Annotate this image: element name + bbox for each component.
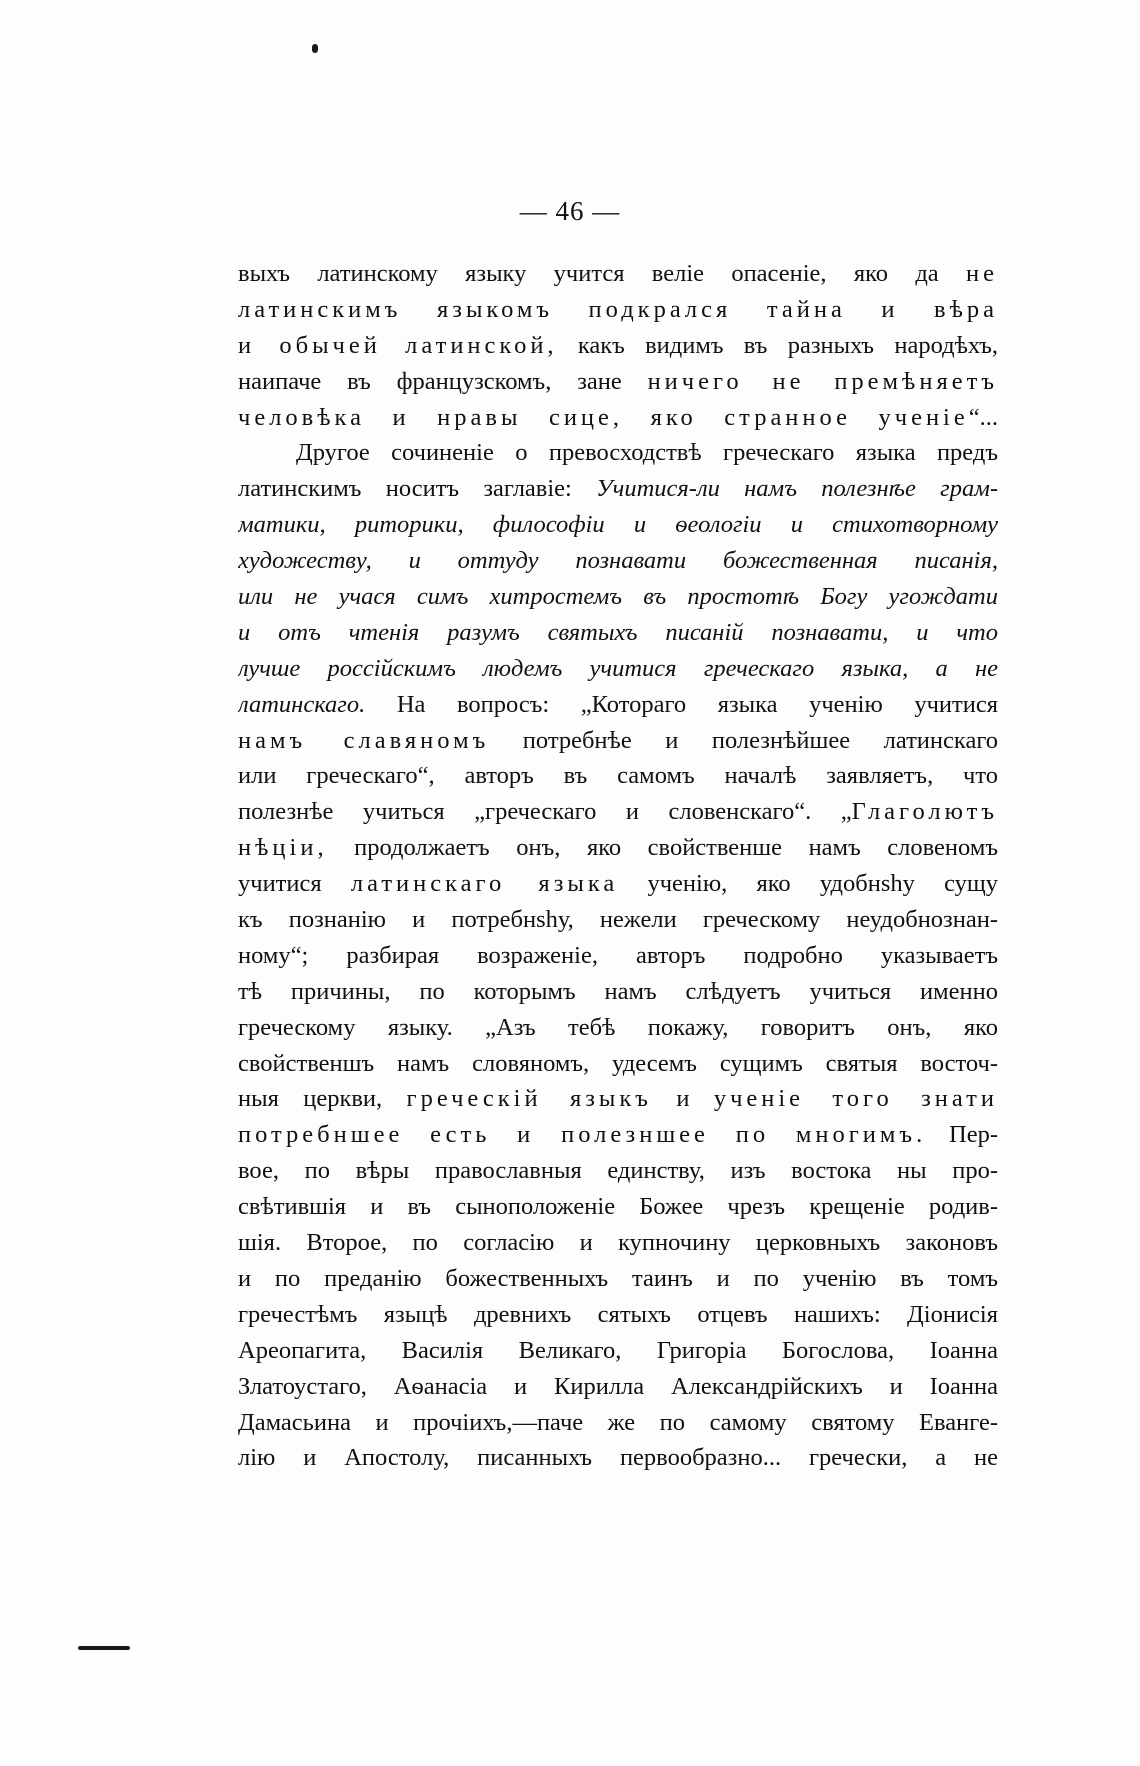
spaced-text-run: потребншее есть и полезншее по многимъ. xyxy=(238,1121,927,1149)
italic-text-run: латинскаго. xyxy=(238,690,366,718)
text-line xyxy=(238,758,998,794)
spaced-text-run: и обычей латинской, xyxy=(238,331,558,359)
spaced-text-run: Глаголютъ xyxy=(851,798,998,826)
text-line xyxy=(238,1333,998,1369)
text-line xyxy=(238,1189,998,1225)
text-line xyxy=(238,1046,998,1082)
spaced-text-run: ничего не премѣняетъ xyxy=(647,367,998,395)
text-line xyxy=(238,543,998,579)
text-line xyxy=(238,687,998,723)
text-line xyxy=(238,1261,998,1297)
text-line xyxy=(238,579,998,615)
text-line xyxy=(238,256,998,292)
text-line xyxy=(238,866,998,902)
body-text xyxy=(238,256,998,1476)
text-line xyxy=(238,1153,998,1189)
text-run: учитися xyxy=(238,870,351,898)
text-run: греческому языку. „Азъ тебѣ покажу, говоритъ онъ, яко xyxy=(238,1013,998,1041)
text-line xyxy=(238,1081,998,1117)
text-line xyxy=(238,1297,998,1333)
text-run: выхъ латинскому языку учится веліе опасеніе, яко да xyxy=(238,260,966,287)
text-line xyxy=(238,794,998,830)
text-line xyxy=(238,902,998,938)
italic-text-run: лучше россійскимъ людемъ учитися греческаго языка, а не xyxy=(238,654,998,682)
text-line xyxy=(238,1225,998,1261)
text-line xyxy=(238,938,998,974)
text-run: “... xyxy=(968,403,998,431)
text-line xyxy=(238,328,998,364)
italic-text-run: и отъ чтенія разумъ святыхъ писаній познавати, и что xyxy=(238,618,998,646)
italic-text-run: Учитися-ли намъ полезнѣе грам- xyxy=(596,475,998,503)
text-line xyxy=(238,1440,998,1476)
scan-mark xyxy=(78,1646,130,1650)
text-run: вое, по вѣры православныя единству, изъ востока ны про- xyxy=(238,1157,998,1185)
spaced-text-run: человѣка и нравы сице, яко странное ученіе xyxy=(238,403,969,431)
text-run: и xyxy=(651,1085,714,1113)
text-run: свойственшъ намъ словяномъ, удесемъ сущимъ святыя восточ- xyxy=(238,1049,998,1077)
spaced-text-run: латинскимъ языкомъ подкрался тайна и вѣра xyxy=(238,295,998,323)
text-run: тѣ причины, по которымъ намъ слѣдуетъ учиться именно xyxy=(238,977,998,1005)
spaced-text-run: нѣціи, xyxy=(238,834,328,862)
text-run: На вопросъ: „Котораго языка ученію учитися xyxy=(365,690,998,718)
spaced-text-run: греческій языкъ xyxy=(406,1085,652,1113)
text-line xyxy=(238,1405,998,1441)
text-run: ному“; разбирая возраженіе, авторъ подробно указываетъ xyxy=(238,941,998,969)
text-run: Златоустаго, Аѳанасіа и Кирилла Александрійскихъ и Іоанна xyxy=(238,1372,998,1400)
text-run: ныя церкви, xyxy=(238,1085,407,1113)
text-run: лію и Апостолу, писанныхъ первообразно... гречески, а не xyxy=(238,1444,998,1472)
text-run: потребнѣе и полезнѣйшее латинскаго xyxy=(489,726,998,754)
text-line xyxy=(238,435,998,471)
text-line xyxy=(238,292,998,328)
text-run: наипаче въ французскомъ, зане xyxy=(238,367,648,395)
text-run: ученію, яко удобнshу сущу xyxy=(618,870,998,898)
text-line xyxy=(238,974,998,1010)
text-line xyxy=(238,471,998,507)
text-run: Другое сочиненіе о превосходствѣ греческаго языка предъ xyxy=(296,439,998,467)
text-run: Пер- xyxy=(926,1121,998,1149)
italic-text-run: или не учася симъ хитростемъ въ простотѣ Богу угождати xyxy=(238,583,998,611)
text-line xyxy=(238,651,998,687)
text-line xyxy=(238,830,998,866)
text-line xyxy=(238,364,998,400)
text-run: продолжаетъ онъ, яко свойственше намъ словеномъ xyxy=(327,834,998,862)
text-line xyxy=(238,507,998,543)
spaced-text-run: намъ славяномъ xyxy=(238,726,490,754)
text-run: латинскимъ носитъ заглавіе: xyxy=(238,475,597,503)
text-line xyxy=(238,400,998,436)
text-run: Дамасьина и прочіихъ,—паче же по самому святому Еванге- xyxy=(238,1408,998,1436)
text-line xyxy=(238,1117,998,1153)
spaced-text-run: не xyxy=(966,260,998,287)
spaced-text-run: ученіе того знати xyxy=(713,1085,998,1113)
spaced-text-run: латинскаго языка xyxy=(350,870,619,898)
italic-text-run: матики, риторики, философіи и ѳеологіи и стихотворному xyxy=(238,511,998,539)
text-run: или греческаго“, авторъ въ самомъ началѣ заявляетъ, что xyxy=(238,762,998,790)
text-run: шія. Второе, по согласію и купночину церковныхъ законовъ xyxy=(238,1229,998,1257)
text-line xyxy=(238,1010,998,1046)
text-run: полезнѣе учиться „греческаго и словенскаго“. „ xyxy=(238,798,852,826)
text-run: Ареопагита, Василія Великаго, Григоріа Богослова, Іоанна xyxy=(238,1336,998,1364)
scan-speck xyxy=(312,44,318,53)
text-line xyxy=(238,1369,998,1405)
page-number: — 46 — xyxy=(519,196,621,226)
text-run: свѣтившія и въ сыноположеніе Божее чрезъ крещеніе родив- xyxy=(238,1193,998,1221)
text-run: и по преданію божественныхъ таинъ и по ученію въ томъ xyxy=(238,1264,998,1292)
text-run: какъ видимъ въ разныхъ народѣхъ, xyxy=(557,331,998,359)
text-line xyxy=(238,615,998,651)
text-run: гречестѣмъ языцѣ древнихъ сятыхъ отцевъ нашихъ: Діонисія xyxy=(238,1300,998,1328)
text-run: къ познанію и потребнshу, нежели греческому неудобнознан- xyxy=(238,906,998,934)
text-line xyxy=(238,723,998,759)
italic-text-run: художеству, и оттуду познавати божественная писанія, xyxy=(238,547,998,575)
